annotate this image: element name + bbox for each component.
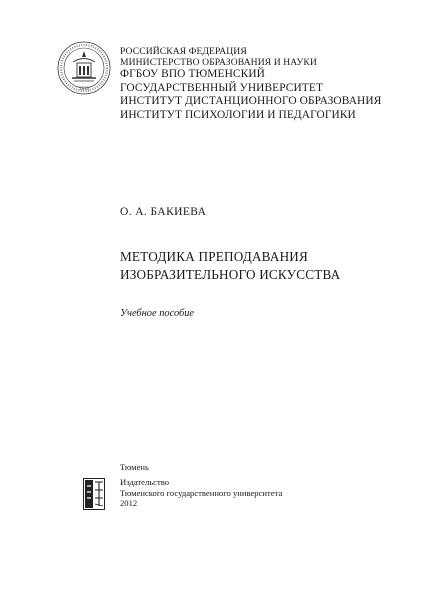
imprint-line-university: Тюменского государственного университета: [120, 487, 283, 498]
imprint-lines: [120, 477, 282, 509]
university-seal-icon: [56, 40, 112, 96]
header-line-4: ГОСУДАРСТВЕННЫЙ УНИВЕРСИТЕТ: [120, 81, 324, 94]
imprint-line-year: 2012: [120, 498, 138, 508]
header-line-6: ИНСТИТУТ ПСИХОЛОГИИ И ПЕДАГОГИКИ: [120, 108, 356, 121]
author-name: О. А. БАКИЕВА: [120, 206, 207, 218]
book-title-line-2: ИЗОБРАЗИТЕЛЬНОГО ИСКУССТВА: [120, 267, 341, 282]
header-line-1: РОССИЙСКАЯ ФЕДЕРАЦИЯ: [120, 46, 247, 57]
imprint-line-publisher: Издательство: [120, 477, 170, 487]
header-line-2: МИНИСТЕРСТВО ОБРАЗОВАНИЯ И НАУКИ: [120, 57, 317, 68]
header-line-5: ИНСТИТУТ ДИСТАНЦИОННОГО ОБРАЗОВАНИЯ: [120, 95, 382, 107]
publisher-logo-icon: [83, 478, 105, 510]
svg-text:1930: 1930: [78, 86, 90, 91]
header-line-3: ФГБОУ ВПО ТЮМЕНСКИЙ: [120, 68, 265, 80]
header-lines: [120, 46, 381, 122]
header-block: [56, 40, 386, 135]
book-title: [120, 248, 340, 284]
book-subtitle: Учебное пособие: [120, 308, 195, 319]
book-title-line-1: МЕТОДИКА ПРЕПОДАВАНИЯ: [120, 249, 309, 264]
imprint-city: Тюмень: [120, 462, 149, 472]
